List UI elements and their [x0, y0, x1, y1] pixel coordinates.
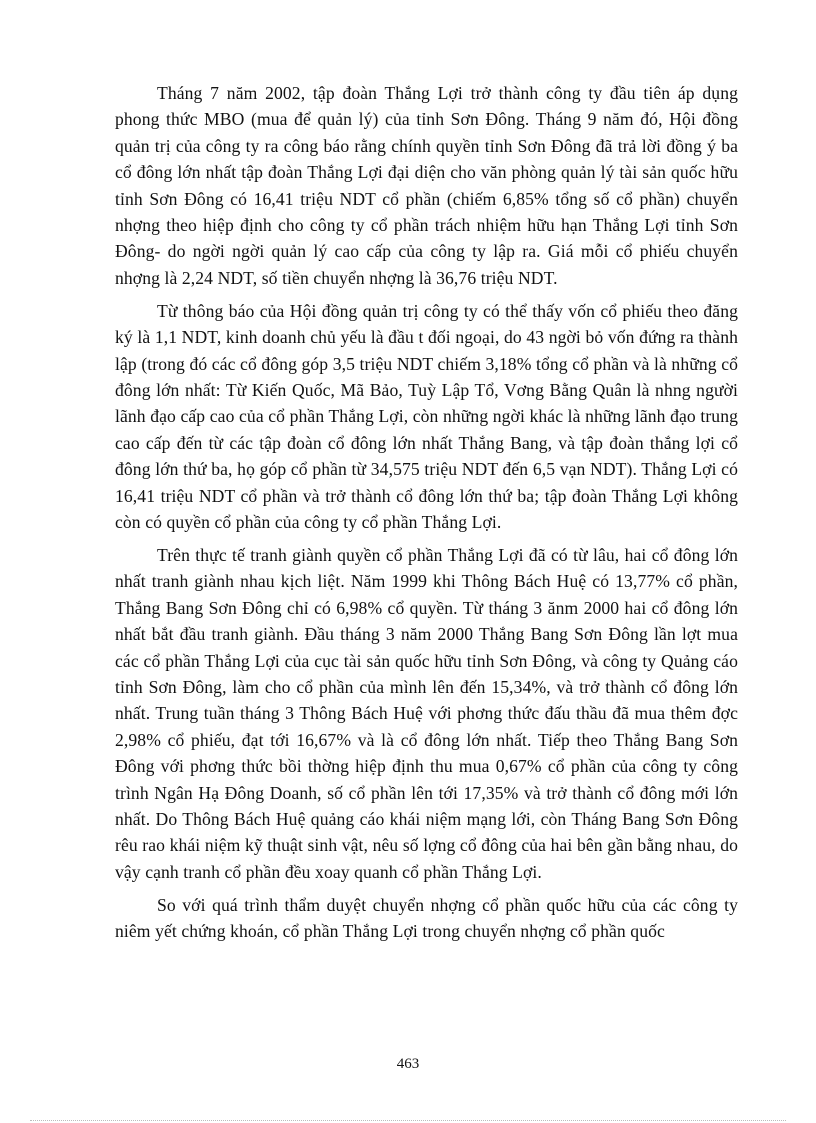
document-body [115, 80, 738, 951]
footer-divider [30, 1120, 786, 1121]
paragraph-1: Tháng 7 năm 2002, tập đoàn Thắng Lợi trở thành công ty đầu tiên áp dụng phong thức MBO (mua để quản lý) của tỉnh Sơn Đông. Tháng 9 năm đó, Hội đồng quản trị của công ty ra công báo rằng chính quyền tỉnh Sơn Đông đã trả lời đồng ý ba cổ đông lớn nhất tập đoàn Thắng Lợi đại diện cho văn phòng quản lý tài sản quốc hữu tỉnh Sơn Đông có 16,41 triệu NDT cổ phần (chiếm 6,85% tổng số cổ phần) chuyển nhợng theo hiệp định cho công ty cổ phần trách nhiệm hữu hạn Thắng Lợi tỉnh Sơn Đông- do ngời ngời quản lý cao cấp của công ty lập ra. Giá mỗi cổ phiếu chuyển nhợng là 2,24 NDT, số tiền chuyển nhợng là 36,76 triệu NDT. [115, 83, 738, 288]
page-number: 463 [396, 1056, 420, 1072]
paragraph-4: So với quá trình thẩm duyệt chuyển nhợng cổ phần quốc hữu của các công ty niêm yết chứng khoán, cổ phần Thắng Lợi trong chuyển nhợng cổ phần quốc [115, 894, 738, 942]
paragraph-2: Từ thông báo của Hội đồng quản trị công ty có thể thấy vốn cổ phiếu theo đăng ký là 1,1 NDT, kinh doanh chủ yếu là đầu t đối ngoại, do 43 ngời bỏ vốn đứng ra thành lập (trong đó các cổ đông góp 3,5 triệu NDT chiếm 3,18% tổng cổ phần và là những cổ đông lớn nhất: Từ Kiến Quốc, Mã Bảo, Tuỳ Lập Tổ, Vơng Bằng Quân là nhng người lãnh đạo cấp cao của cổ phần Thắng Lợi, còn những ngời khác là những lãnh đạo trung cao cấp đến từ các tập đoàn cổ đông lớn nhất Thắng Bang, và tập đoàn thắng lợi cổ đông lớn thứ ba, họ góp cổ phần từ 34,575 triệu NDT đến 6,5 vạn NDT). Thắng Lợi có 16,41 triệu NDT cổ phần và trở thành cổ đông lớn thứ ba; tập đoàn Thắng Lợi không còn có quyền cổ phần của công ty cổ phần Thắng Lợi. [115, 300, 738, 532]
paragraph-3: Trên thực tế tranh giành quyền cổ phần Thắng Lợi đã có từ lâu, hai cổ đông lớn nhất tranh giành nhau kịch liệt. Năm 1999 khi Thông Bách Huệ có 13,77% cổ phần, Thắng Bang Sơn Đông chỉ có 6,98% cổ quyền. Từ tháng 3 ănm 2000 hai cổ đông lớn nhất bắt đầu tranh giành. Đầu tháng 3 năm 2000 Thắng Bang Sơn Đông lần lợt mua các cổ phần Thắng Lợi của cục tài sản quốc hữu tỉnh Sơn Đông, và công ty Quảng cáo tỉnh Sơn Đông, làm cho cổ phần của mình lên đến 15,34%, và trở thành cổ đông lớn nhất. Trung tuần tháng 3 Thông Bách Huệ với phơng thức đấu thầu đã mua thêm đợc 2,98% cổ phiếu, đạt tới 16,67% và là cổ đông lớn nhất. Tiếp theo Thắng Bang Sơn Đông với phơng thức bồi thờng hiệp định thu mua 0,67% cổ phần của công ty công trình Ngân Hạ Đông Doanh, số cổ phần lên tới 17,35% và trở thành cổ đông mới lớn nhất. Do Thông Bách Huệ quảng cáo khái niệm mạng lới, còn Tháng Bang Sơn Đông rêu rao khái niệm kỹ thuật sinh vật, nêu số lợng cổ đông của hai bên gần bằng nhau, do vậy cạnh tranh cổ phần đều xoay quanh cổ phần Thắng Lợi. [115, 544, 738, 882]
